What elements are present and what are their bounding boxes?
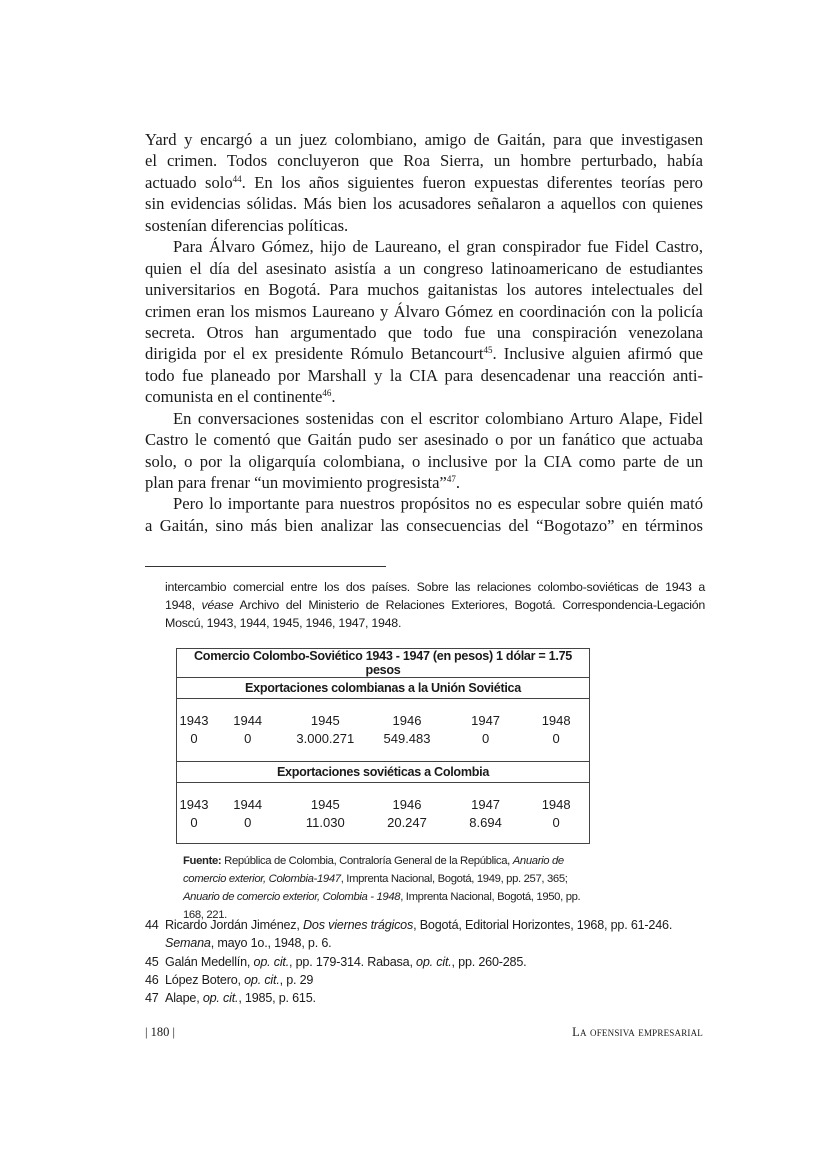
text-line <box>145 129 703 150</box>
table-source: Fuente: República de Colombia, Contraloría General de la República, Anuario de comercio exterior, Colombia-1947, Imprenta Nacional, Bogotá, 1949, pp. 257, 365; Anuario de comercio exterior, Colombia - 1948, Imprenta Nacional, Bogotá, 1950, pp. 168, 221. <box>183 855 581 921</box>
line-text: universitarios en Bogotá. Para muchos gaitanistas los autores intelectuales del <box>145 280 703 300</box>
value-cell: 0 <box>552 730 560 746</box>
text-line <box>145 472 703 493</box>
value-cell: 3.000.271 <box>296 730 355 746</box>
section-heading: Exportaciones soviéticas a Colombia <box>177 762 590 783</box>
text-line <box>145 365 703 386</box>
value-cell: 0 <box>481 730 490 746</box>
year-cell: 1947 <box>471 712 501 728</box>
year-cell: 1946 <box>392 712 422 728</box>
value-cell: 11.030 <box>305 814 345 830</box>
line-text: sin evidencias sólidas. Más bien los acusadores señalaron a aquellos con quienes <box>145 194 703 214</box>
value-cell: 0 <box>244 814 252 830</box>
table-row <box>177 795 590 813</box>
line-text: Yard y encargó a un juez colombiano, amigo de Gaitán, para que investigasen <box>145 130 703 149</box>
footnote-text <box>165 916 705 953</box>
text-line <box>145 386 703 407</box>
year-cell: 1944 <box>233 796 263 812</box>
footnote-text <box>165 989 705 1007</box>
footnote <box>145 953 705 971</box>
line-text: a Gaitán, sino más bien analizar las consecuencias del “Bogotazo” en términos <box>145 515 703 535</box>
text: , 1985, p. 615. <box>238 991 316 1006</box>
footnote <box>145 989 705 1007</box>
line-text: plan para frenar “un movimiento progresista” <box>145 473 447 492</box>
text: , pp. 179-314. Rabasa, <box>289 954 417 969</box>
text-line <box>145 451 703 472</box>
line-text: actuado solo <box>145 172 233 192</box>
running-title: La ofensiva empresarial <box>572 1025 703 1039</box>
line-text: sostenían diferencias políticas. <box>145 215 349 235</box>
italic-text: op. cit. <box>202 991 239 1006</box>
footnote-line: Moscú, 1943, 1944, 1945, 1946, 1947, 1948. <box>165 616 402 630</box>
line-text: Para Álvaro Gómez, hijo de Laureano, el gran conspirador fue Fidel Castro, <box>173 237 703 257</box>
footnote-ref: 45 <box>483 345 493 356</box>
text: , pp. 260-285. <box>451 954 527 969</box>
text-line <box>145 343 703 364</box>
value-cell: 0 <box>244 730 252 746</box>
line-text: . <box>331 387 336 407</box>
footnote-text <box>165 971 705 989</box>
page-number: | 180 | <box>145 1025 176 1039</box>
line-text: . <box>455 473 460 492</box>
table-row <box>177 711 590 729</box>
footnote-divider <box>145 566 386 567</box>
value-cell: 0 <box>552 814 560 830</box>
footnote-line: intercambio comercial entre los dos países. Sobre las relaciones colombo-soviéticas de 1943 a <box>165 580 705 594</box>
line-text: comunista en el continente <box>145 387 323 407</box>
text-line <box>145 150 703 171</box>
footnote-text <box>165 953 705 971</box>
line-text: crimen eran los mismos Laureano y Álvaro Gómez en coordinación con la policía <box>145 301 703 321</box>
footnote-ref: 47 <box>446 474 456 484</box>
page-footer <box>145 1025 703 1040</box>
line-text: . Inclusive alguien afirmó que <box>492 344 703 364</box>
footnotes <box>145 916 705 1007</box>
trade-table <box>176 648 590 844</box>
text: , Bogotá, Editorial Horizontes, 1968, pp. 61-246. <box>413 918 673 932</box>
italic-text: op. cit. <box>416 954 452 969</box>
text: Ricardo Jordán Jiménez, <box>165 918 303 932</box>
text-line <box>145 429 703 450</box>
section-heading: Exportaciones colombianas a la Unión Soviética <box>177 678 590 699</box>
line-text: solo, o por la oligarquía colombiana, o inclusive por la CIA como parte de un <box>145 451 703 471</box>
text-line <box>145 193 703 214</box>
line-text: dirigida por el ex presidente Rómulo Betancourt <box>145 344 484 364</box>
year-cell: 1945 <box>310 796 340 812</box>
italic-text: op. cit. <box>244 972 280 987</box>
text-line <box>145 301 703 322</box>
value-cell: 0 <box>190 730 198 746</box>
year-cell: 1948 <box>541 796 571 812</box>
line-text: secreta. Otros han argumentado que todo fue una conspiración venezolana <box>145 322 703 342</box>
footnote-ref: 44 <box>232 173 242 184</box>
text-line <box>145 279 703 300</box>
text-line <box>145 172 703 193</box>
text-line <box>145 236 703 257</box>
year-cell: 1943 <box>179 796 209 812</box>
footnote-continuation <box>165 578 705 632</box>
table-title: Comercio Colombo-Soviético 1943 - 1947 (en pesos) 1 dólar = 1.75 pesos <box>177 649 590 678</box>
footnote <box>145 916 705 953</box>
line-text: En conversaciones sostenidas con el escritor colombiano Arturo Alape, Fidel <box>173 408 703 428</box>
text: López Botero, <box>165 972 245 987</box>
table-row <box>177 729 590 747</box>
line-text: Pero lo importante para nuestros propósitos no es especular sobre quién mató <box>173 494 703 514</box>
line-text: quien el día del asesinato asistía a un congreso latinoamericano de estudiantes <box>145 258 703 278</box>
year-cell: 1945 <box>310 712 340 728</box>
footnote-number: 47 <box>145 991 159 1006</box>
year-cell: 1947 <box>471 796 501 812</box>
italic-text: Dos viernes trágicos <box>303 918 414 932</box>
text-line <box>145 493 703 514</box>
line-text: Castro le comentó que Gaitán pudo ser asesinado o por un fanático que actuaba <box>145 430 703 450</box>
body-text <box>145 129 703 536</box>
footnote <box>145 971 705 989</box>
year-cell: 1943 <box>179 712 209 728</box>
value-cell: 8.694 <box>469 814 502 830</box>
value-cell: 20.247 <box>387 814 427 830</box>
year-cell: 1944 <box>233 712 263 728</box>
footnote-number: 44 <box>145 918 159 932</box>
year-cell: 1946 <box>392 796 422 812</box>
footnote-number: 46 <box>145 972 159 987</box>
line-text: . En los años siguientes fueron expuestas diferentes teorías pero <box>241 172 703 192</box>
footnote-line: 1948, véase Archivo del Ministerio de Relaciones Exteriores, Bogotá. Correspondencia-Legación <box>165 598 705 612</box>
italic-text: Semana <box>165 936 211 951</box>
text-line <box>145 322 703 343</box>
text: Galán Medellín, <box>165 954 254 969</box>
table-row <box>177 813 590 831</box>
text-line <box>145 258 703 279</box>
italic-text: op. cit. <box>253 954 290 969</box>
line-text: todo fue planeado por Marshall y la CIA para desencadenar una reacción anti- <box>145 365 703 385</box>
value-cell: 549.483 <box>383 730 431 746</box>
text: Alape, <box>165 991 203 1006</box>
text-line <box>145 515 703 536</box>
footnote-number: 45 <box>145 954 159 969</box>
value-cell: 0 <box>190 814 198 830</box>
text-line <box>145 215 703 236</box>
year-cell: 1948 <box>541 712 571 728</box>
text: , p. 29 <box>279 972 314 987</box>
footnote-ref: 46 <box>322 388 332 399</box>
text-line <box>145 408 703 429</box>
line-text: el crimen. Todos concluyeron que Roa Sierra, un hombre perturbado, había <box>145 151 703 171</box>
text: , mayo 1o., 1948, p. 6. <box>210 936 332 951</box>
